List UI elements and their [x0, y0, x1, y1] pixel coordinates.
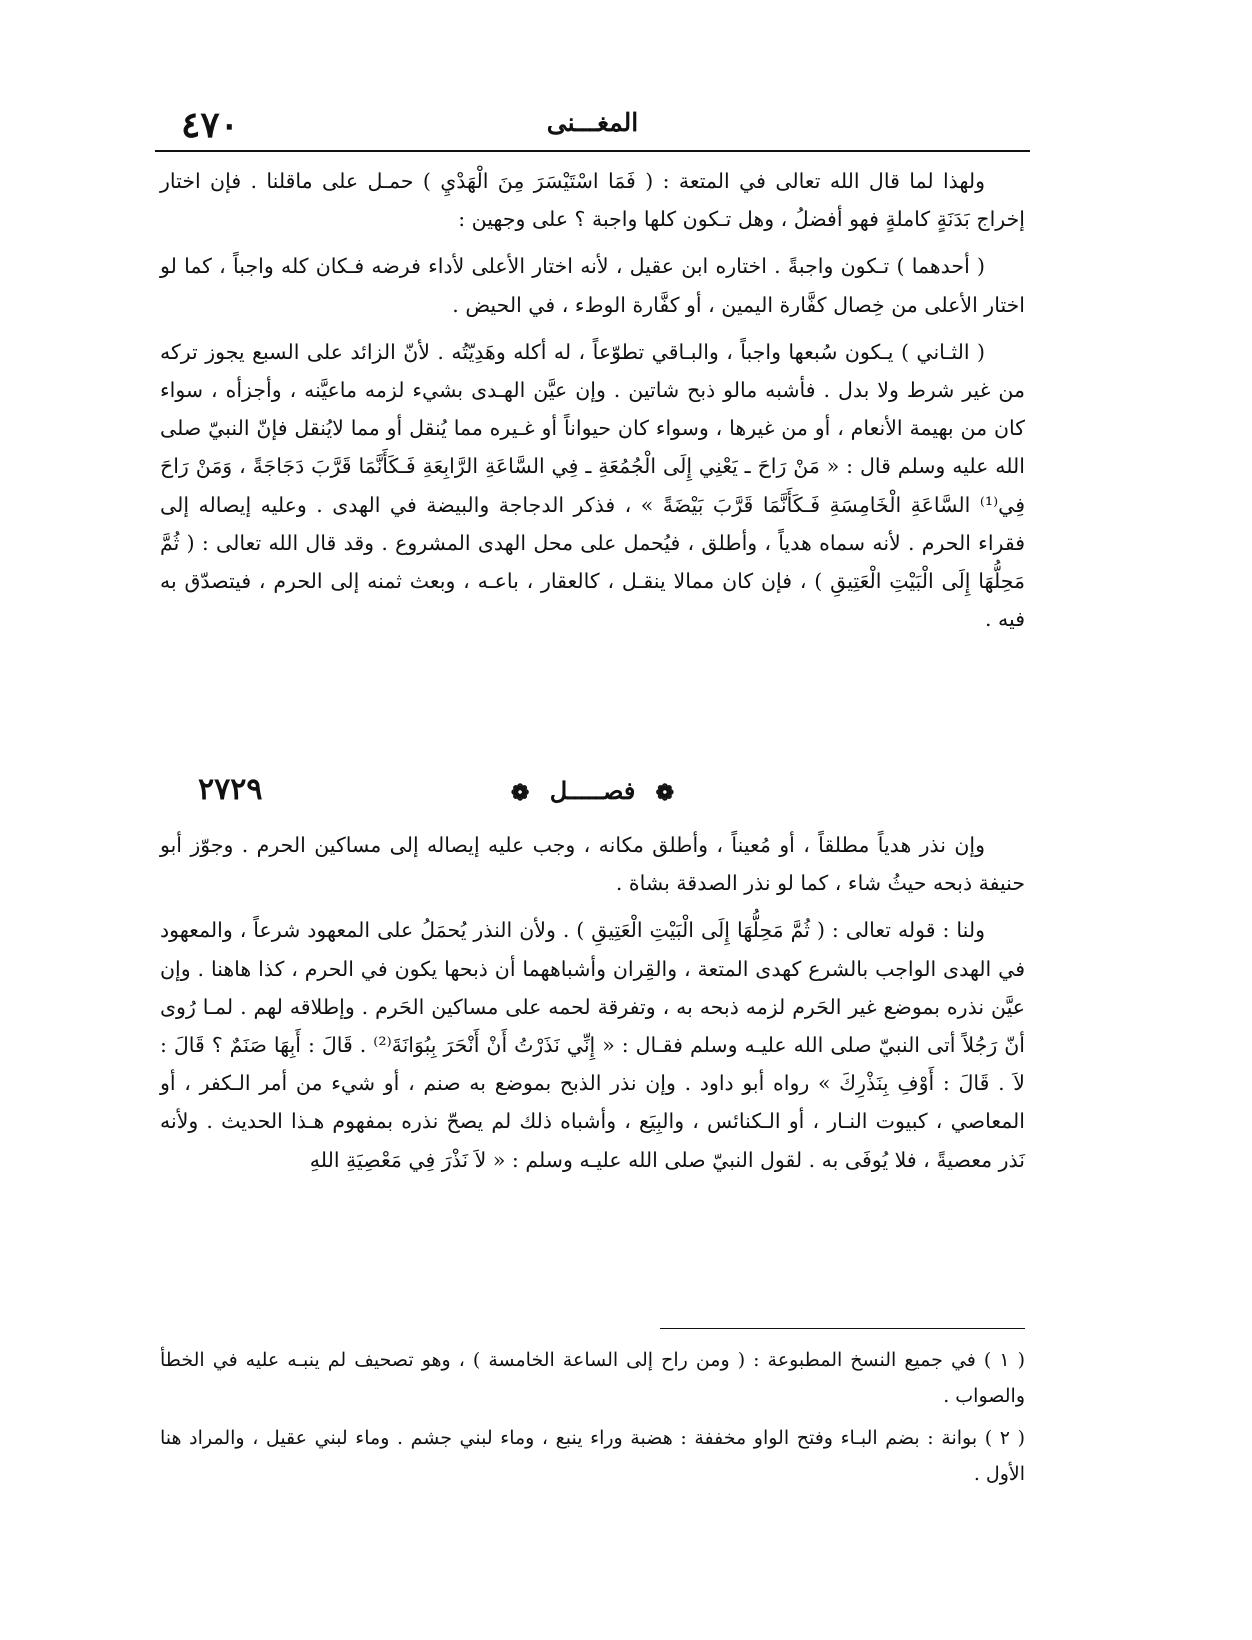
section-title: فصـــــل [549, 776, 636, 805]
paragraph-hady-tamattu: ولهذا لما قال الله تعالى في المتعة : ( فَمَا اسْتَيْسَرَ مِنَ الْهَدْيِ ) حمـل على ماقلنا . فإن اختار إخراج بَدَنَةٍ كاملةٍ فهو أفضلُ ، وهل تـكون كلها واجبة ؟ على وجهين : [160, 169, 1025, 232]
paragraph-first-view: ( أحدهما ) تـكون واجبةً . اختاره ابن عقيل ، لأنه اختار الأعلى لأداء فرضه فـكان كله واجباً ، كما لو اختار الأعلى من خِصال كفَّارة اليمين ، أو كفَّارة الوطء ، في الحيض . [160, 254, 1025, 317]
footnote-rule [660, 1328, 1025, 1329]
footnote-1: ( ١ ) في جميع النسخ المطبوعة : ( ومن راح إلى الساعة الخامسة ) ، وهو تصحيف لم ينبـه عليه في الخطأ والصواب . [160, 1349, 1026, 1407]
page-header [155, 100, 1030, 152]
paragraph-evidence: ولنا : قوله تعالى : ( ثُمَّ مَحِلُّهَا إِلَى الْبَيْتِ الْعَتِيقِ ) . ولأن النذر يُحمَلُ على المعهود شرعاً ، والمعهود في الهدى الواجب بالشرع كهدى المتعة ، والقِران وأشباههما أن ذبحها يكون في الحرم ، كذا هاهنا . وإن عيَّن نذره بموضع غير الحَرم لزمه ذبحه به ، وتفرقة لحمه على مساكين الحَرم . وإطلاقه لهم . لمـا رُوى أنّ رَجُلاً أتى النبيّ صلى الله عليـه وسلم فقـال : « إِنِّي نَذَرْتُ أَنْ أَنْحَرَ بِبُوَانَةَ⁽²⁾ . قَالَ : أَبِهَا صَنَمٌ ؟ قَالَ : لاَ . قَالَ : أَوْفِ بِنَذْرِكَ » رواه أبو داود . وإن نذر الذبح بموضع به صنم ، أو شيء من أمر الـكفر ، أو المعاصي ، كبيوت النـار ، أو الـكنائس ، والبِيَع ، وأشباه ذلك لم يصحّ نذره بمفهوم هـذا الحديث . ولأنه نَذر معصيةً ، فلا يُوفَى به . لقول النبيّ صلى الله عليـه وسلم : « لاَ نَذْرَ فِي مَعْصِيَةِ اللهِ [160, 918, 1025, 1172]
paragraph-second-view: ( الثـاني ) يـكون سُبعها واجباً ، والبـاقي تطوّعاً ، له أكله وهَدِيّتُه . لأنّ الزائد على السبع يجوز تركه من غير شرط ولا بدل . فأشبه مالو ذبح شاتين . وإن عيَّن الهـدى بشيء لزمه ماعيَّنه ، وأجزأه ، سواء كان من بهيمة الأنعام ، أو من غيرها ، وسواء كان حيواناً أو غـيره مما يُنقل أو مما لايُنقل فإنّ النبيّ صلى الله عليه وسلم قال : « مَنْ رَاحَ ـ يَعْنِي إِلَى الْجُمُعَةِ ـ فِي السَّاعَةِ الرَّابِعَةِ فَـكَأَنَّمَا قَرَّبَ دَجَاجَةً ، وَمَنْ رَاحَ فِي⁽¹⁾ السَّاعَةِ الْخَامِسَةِ فَـكَأَنَّمَا قَرَّبَ بَيْضَةً » ، فذكر الدجاجة والبيضة في الهدى . وعليه إيصاله إلى فقراء الحرم . لأنه سماه هدياً ، وأطلق ، فيُحمل على محل الهدى المشروع . وقد قال الله تعالى : ( ثُمَّ مَحِلُّهَا إِلَى الْبَيْتِ الْعَتِيقِ ) ، فإن كان ممالا ينقـل ، كالعقار ، باعـه ، وبعث ثمنه إلى الحرم ، فيتصدّق به فيه . [160, 339, 1026, 632]
text-block-section [160, 826, 1025, 1179]
ornament-icon: ❁ [655, 779, 675, 806]
text-block-top [160, 162, 1025, 638]
footnotes [160, 1342, 1025, 1498]
running-title: المغـــنى [546, 108, 639, 137]
header-rule [155, 150, 1030, 152]
section-heading [160, 770, 1025, 818]
section-title-wrap [160, 776, 1025, 806]
page-number: ٤٧٠ [181, 104, 240, 146]
paragraph-vow-hady: وإن نذر هدياً مطلقاً ، أو مُعيناً ، وأطلق مكانه ، وجب عليه إيصاله إلى مساكين الحرم . وجوّز أبو حنيفة ذبحه حيثُ شاء ، كما لو نذر الصدقة بشاة . [160, 833, 1025, 896]
footnote-2: ( ٢ ) بوانة : بضم البـاء وفتح الواو مخففة : هضبة وراء ينبع ، وماء لبني جشم . وماء لبني عقيل ، والمراد هنا الأول . [160, 1427, 1025, 1485]
ornament-icon: ❁ [510, 779, 530, 806]
section-number: ٢٧٢٩ [198, 772, 263, 807]
